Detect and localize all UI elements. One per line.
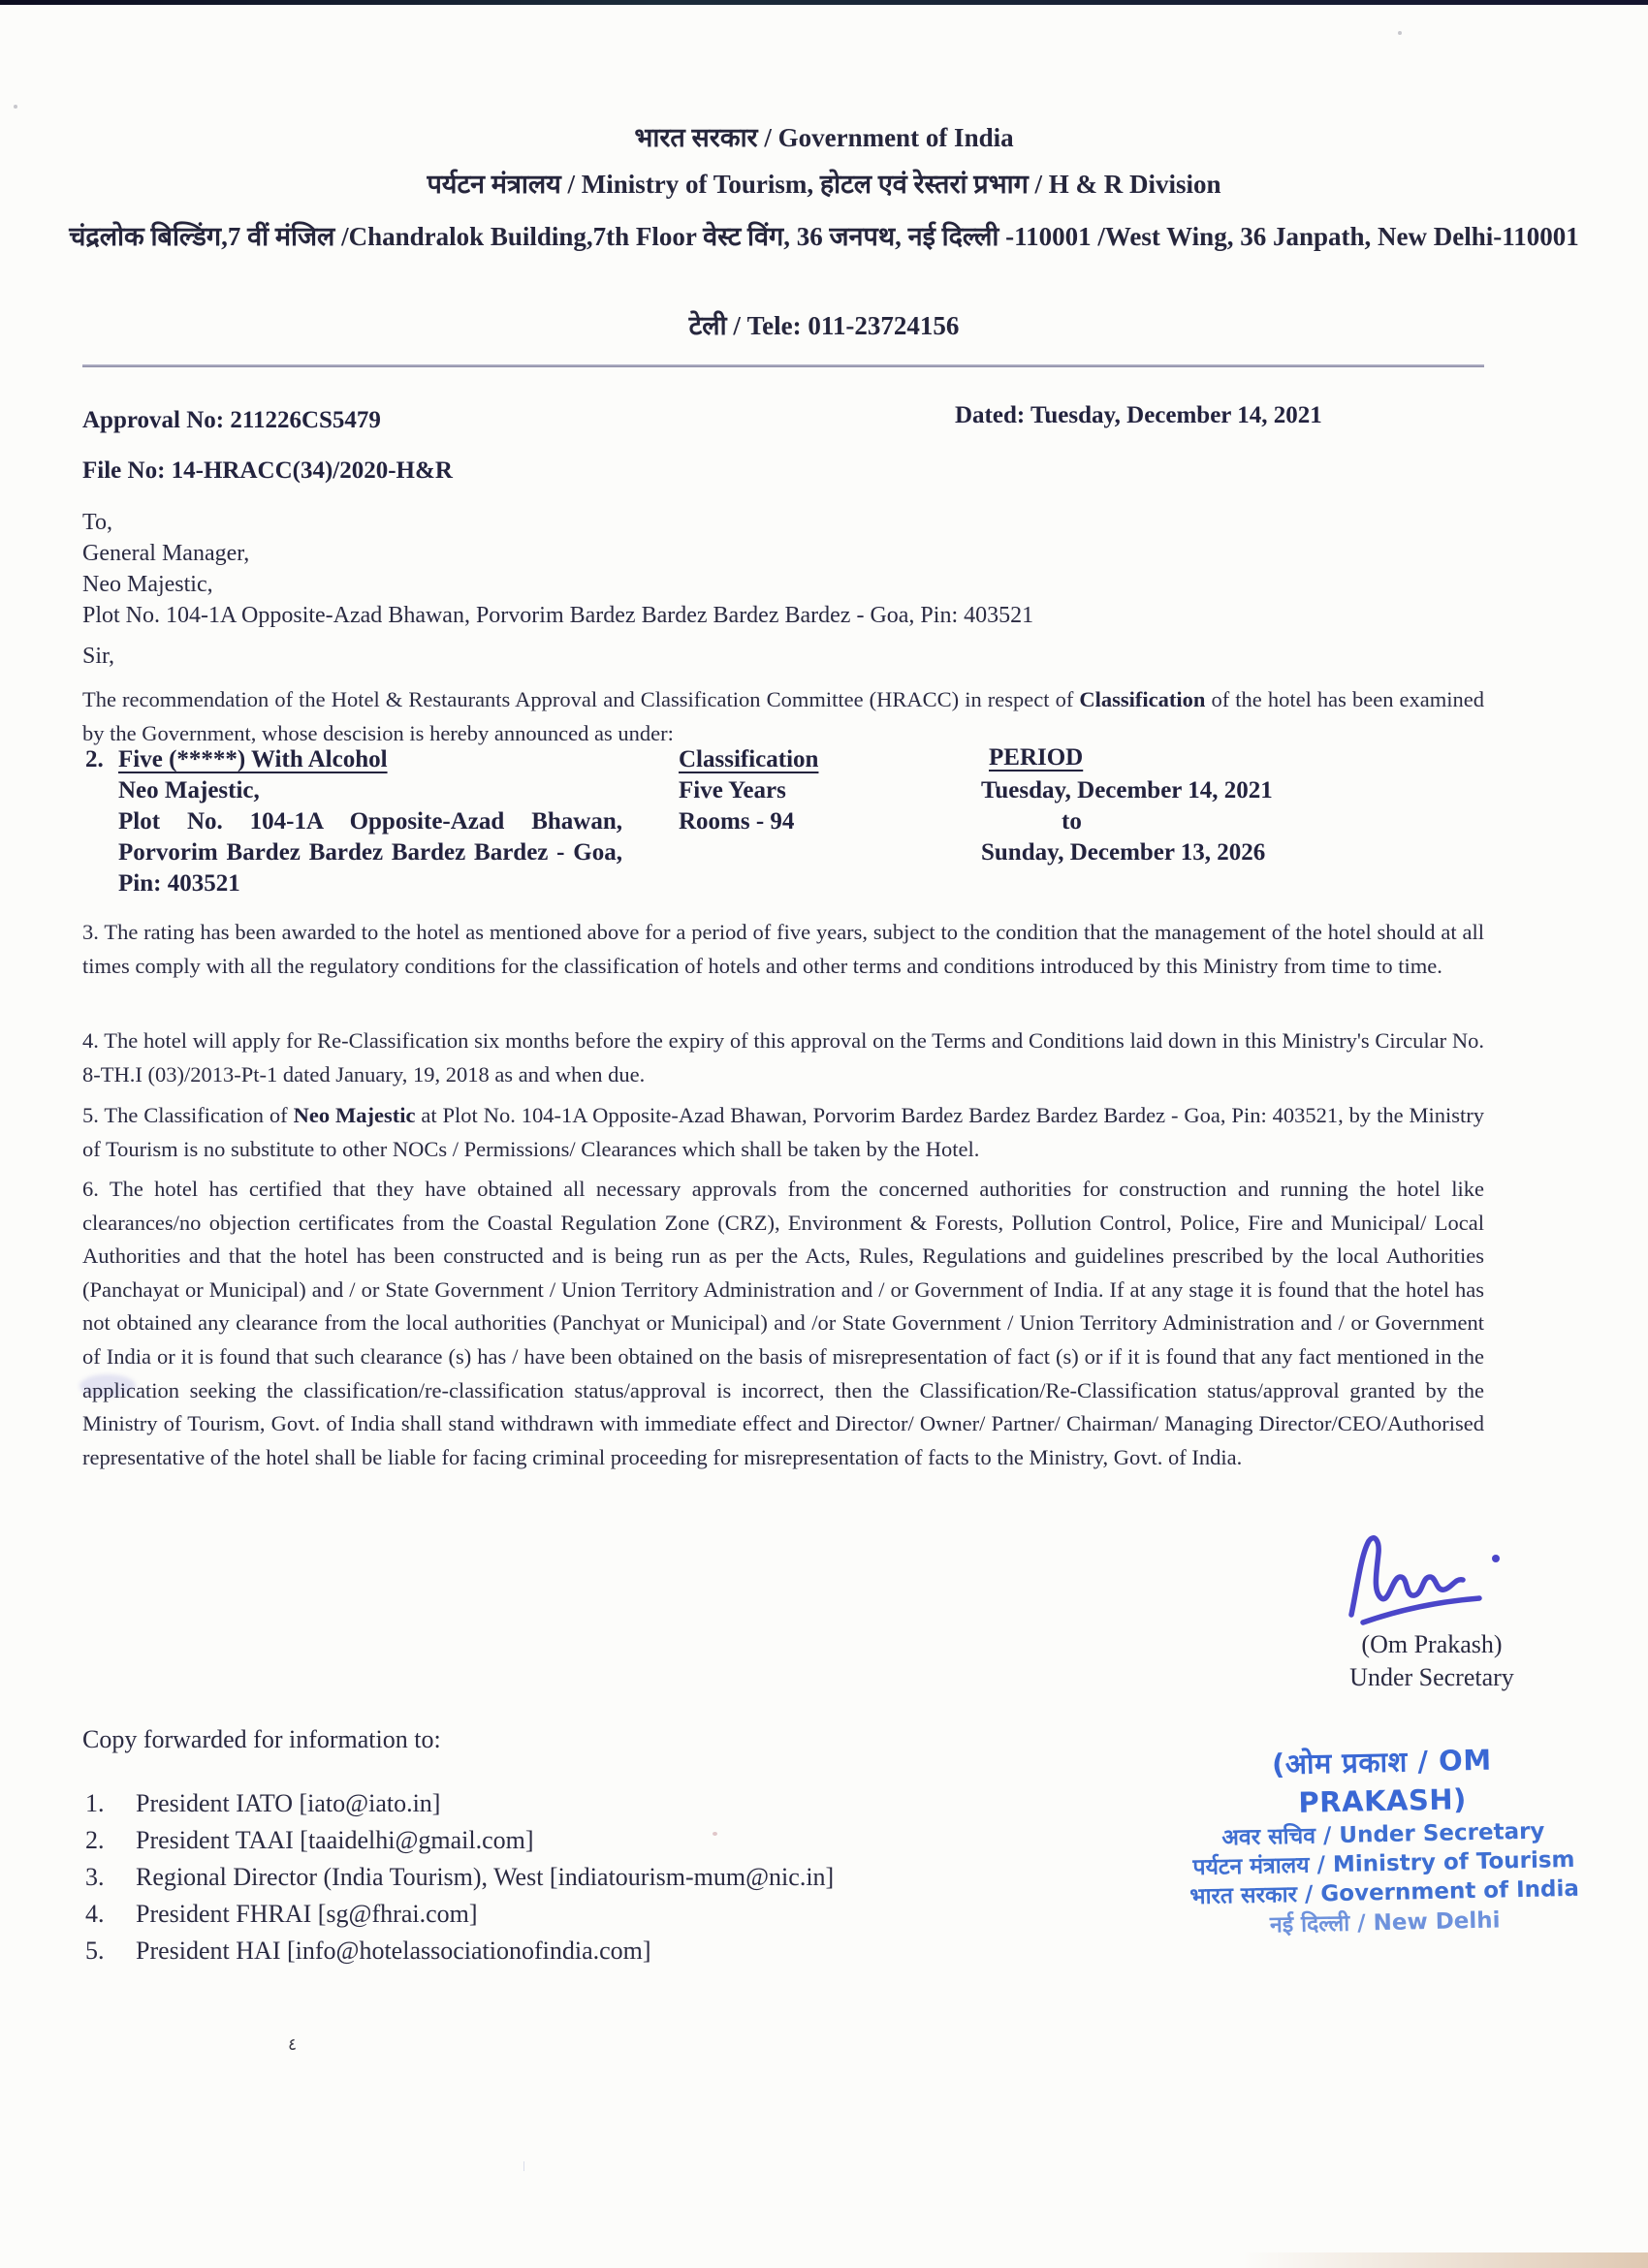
addressee-designation: General Manager, <box>82 541 250 566</box>
paragraph-4: 4. The hotel will apply for Re-Classification six months before the expiry of this approval on the Terms and Conditions laid down in this Ministry's Circular No. 8-TH.I (03)/2013-Pt-1 dated January, 19, 2018 as and when due. <box>82 1028 1484 1087</box>
office-stamp <box>1183 1739 1584 1943</box>
table-period-header: PERIOD <box>989 744 1084 771</box>
p5-post: at Plot No. 104-1A Opposite-Azad Bhawan, Porvorim Bardez Bardez Bardez Bardez - Goa, Pin: 403521, by the Ministry of Tourism is no substitute to other NOCs / Permissions/ Clearances which shall be taken by the Hotel. <box>82 1103 1484 1161</box>
addressee-hotel-name: Neo Majestic, <box>82 572 213 597</box>
table-period-from: Tuesday, December 14, 2021 <box>981 777 1273 803</box>
letterhead-govt-of-india: भारत सरकार / Government of India <box>634 123 1014 152</box>
scan-top-edge <box>0 0 1648 5</box>
paragraph-6: 6. The hotel has certified that they have obtained all necessary approvals from the concerned authorities for construction and running the hotel like clearances/no objection certificates from the Coastal Regulation Zone (CRZ), Environment & Forests, Pollution Control, Police, Fire and Municipal/ Local Authorities and that the hotel has been constructed and is being run as per the Acts, Rules, Regulations and guidelines prescribed by the local Authorities (Panchayat or Municipal) and / or State Government / Union Territory Administration and / or Government of India. If at any stage it is found that the hotel has not obtained any clearance from the local authorities (Panchyat or Municipal) and /or State Government / Union Territory Administration and / or Government of India or it is found that such clearance (s) has / have been obtained on the basis of misrepresentation of fact (s) or if it is found that any fact mentioned in the application seeking the classification/re-classification status/approval is incorrect, then the Classification/Re-Classification status/approval granted by the Ministry of Tourism, Govt. of India shall stand withdrawn with immediate effect and Director/ Owner/ Partner/ Chairman/ Managing Director/CEO/Authorised representative of the hotel shall be liable for facing criminal proceeding for misrepresentation of facts to the Ministry, Govt. of India. <box>82 1177 1484 1469</box>
p5-pre: 5. The Classification of <box>82 1103 294 1127</box>
table-classification-value: Five Years <box>679 777 786 803</box>
table-hotel-address-1: Plot No. 104-1A Opposite-Azad Bhawan, <box>118 808 622 835</box>
intro-bold-word: Classification <box>1079 687 1206 711</box>
handwritten-signature <box>1336 1533 1515 1630</box>
table-hotel-address-2: Porvorim Bardez Bardez Bardez Bardez - Goa, <box>118 839 622 866</box>
intro-pre: The recommendation of the Hotel & Restaurants Approval and Classification Committee (HRACC) in respect of <box>82 687 1080 711</box>
letterhead-ministry-division: पर्यटन मंत्रालय / Ministry of Tourism, होटल एवं रेस्तरां प्रभाग / H & R Division <box>427 170 1221 199</box>
table-classification-header: Classification <box>679 746 819 772</box>
letterhead-address: चंद्रलोक बिल्डिंग,7 वीं मंजिल /Chandralok Building,7th Floor वेस्ट विंग, 36 जनपथ, नई दिल्ली -110001 /West Wing, 36 Janpath, New Delhi-110001 <box>69 222 1579 251</box>
table-hotel-pin: Pin: 403521 <box>118 870 240 897</box>
copy-item-number: 1. <box>85 1789 105 1817</box>
file-number: File No: 14-HRACC(34)/2020-H&R <box>82 457 453 484</box>
approval-number: Approval No: 211226CS5479 <box>82 407 381 433</box>
stamp-title-line: अवर सचिव / Under Secretary <box>1221 1818 1545 1851</box>
intro-post: of the hotel has been examined by the Government, whose descision is hereby announced as under: <box>82 687 1485 745</box>
table-item-number: 2. <box>85 746 104 772</box>
stamp-city-line: नई दिल्ली / New Delhi <box>1269 1907 1501 1938</box>
p5-bold-hotel-name: Neo Majestic <box>293 1103 416 1127</box>
stray-pen-mark: ٤ <box>288 2035 298 2055</box>
table-category-header: Five (*****) With Alcohol <box>118 746 388 772</box>
letterhead-telephone: टेली / Tele: 011-23724156 <box>688 311 960 340</box>
salutation: Sir, <box>82 644 115 669</box>
intro-paragraph <box>82 682 1484 750</box>
signatory-name: (Om Prakash) <box>1361 1630 1503 1658</box>
signatory-title: Under Secretary <box>1349 1663 1514 1691</box>
scan-speck <box>14 105 17 109</box>
addressee-to: To, <box>82 510 112 535</box>
table-period-until: Sunday, December 13, 2026 <box>981 839 1266 866</box>
table-period-to-word: to <box>1062 808 1082 835</box>
paragraph-3: 3. The rating has been awarded to the hotel as mentioned above for a period of five years, subject to the condition that the management of the hotel should at all times comply with all the regulatory conditions for the classification of hotels and other terms and conditions introduced by this Ministry from time to time. <box>82 920 1484 978</box>
copy-item-text: President TAAI [taaidelhi@gmail.com] <box>136 1826 534 1854</box>
header-divider-rule <box>82 364 1484 367</box>
scan-speck <box>1398 31 1402 35</box>
copy-item-number: 2. <box>85 1826 105 1854</box>
stamp-govt-line: भारत सरकार / Government of India <box>1189 1875 1580 1910</box>
stamp-name-line: (ओम प्रकाश / OM PRAKASH) <box>1271 1743 1492 1819</box>
copy-item-number: 5. <box>85 1937 105 1965</box>
paragraph-5 <box>82 1098 1484 1166</box>
copy-item-number: 3. <box>85 1863 105 1891</box>
table-rooms-value: Rooms - 94 <box>679 808 795 835</box>
scan-noise-ticks <box>523 2161 843 2171</box>
table-hotel-name: Neo Majestic, <box>118 777 260 803</box>
copy-item-text: President HAI [info@hotelassociationofindia.com] <box>136 1937 651 1965</box>
stamp-ministry-line: पर्यटन मंत्रालय / Ministry of Tourism <box>1192 1846 1575 1881</box>
scan-speck <box>713 1832 717 1836</box>
copy-item-text: President FHRAI [sg@fhrai.com] <box>136 1900 478 1928</box>
dated-line: Dated: Tuesday, December 14, 2021 <box>955 402 1322 428</box>
copy-forwarded-heading: Copy forwarded for information to: <box>82 1725 441 1753</box>
copy-item-text: Regional Director (India Tourism), West [indiatourism-mum@nic.in] <box>136 1863 835 1891</box>
copy-item-text: President IATO [iato@iato.in] <box>136 1789 441 1817</box>
addressee-hotel-address: Plot No. 104-1A Opposite-Azad Bhawan, Porvorim Bardez Bardez Bardez Bardez - Goa, Pin: 403521 <box>82 603 1034 628</box>
copy-item-number: 4. <box>85 1900 105 1928</box>
scan-corner-smear <box>1241 2252 1648 2268</box>
